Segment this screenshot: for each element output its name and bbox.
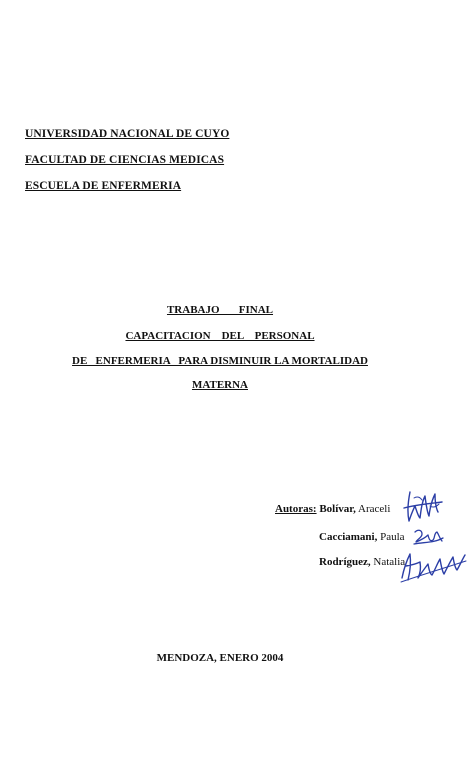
- place-and-date: MENDOZA, ENERO 2004: [156, 652, 284, 664]
- school-name: ESCUELA DE ENFERMERIA: [25, 180, 182, 192]
- authors-label: Autoras:: [275, 503, 317, 515]
- signature-bolivar: [402, 488, 444, 526]
- title-line-2: CAPACITACION DEL PERSONAL: [125, 330, 315, 342]
- title-line-1: TRABAJO FINAL: [166, 304, 274, 316]
- author-given-name: Paula: [380, 531, 405, 543]
- author-given-name: Araceli: [358, 503, 391, 515]
- signature-rodriguez: [398, 546, 468, 586]
- author-row-3: [319, 556, 405, 568]
- title-line-3: DE ENFERMERIA PARA DISMINUIR LA MORTALIDAD: [72, 355, 368, 367]
- author-surname: Rodríguez,: [319, 556, 371, 568]
- signature-cacciamani: [412, 526, 444, 548]
- title-line-4: MATERNA: [191, 379, 248, 391]
- university-name: UNIVERSIDAD NACIONAL DE CUYO: [25, 128, 230, 140]
- author-row-2: [319, 531, 405, 543]
- author-surname: Bolívar,: [319, 503, 356, 515]
- faculty-name: FACULTAD DE CIENCIAS MEDICAS: [25, 154, 225, 166]
- author-surname: Cacciamani,: [319, 531, 378, 543]
- author-given-name: Natalia: [373, 556, 406, 568]
- author-row-1: [275, 503, 390, 515]
